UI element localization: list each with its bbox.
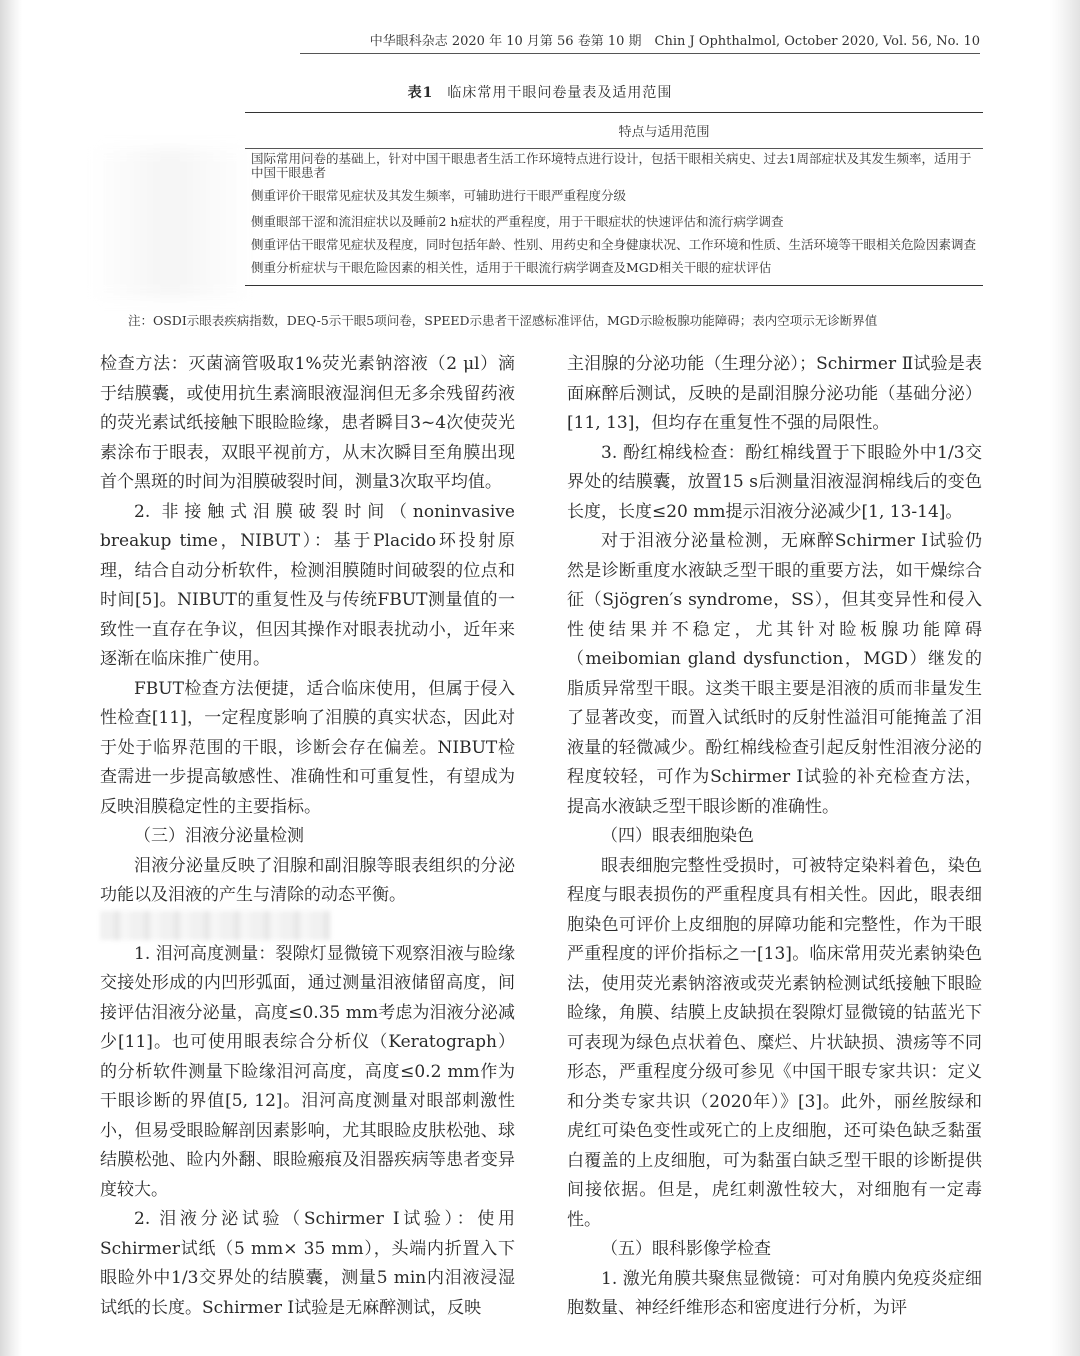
table-row: 国际常用问卷的基础上，针对中国干眼患者生活工作环境特点进行设计，包括干眼相关病史、过去1周部症状及其发生频率，适用于中国干眼患者: [251, 151, 972, 180]
table-caption: [0, 82, 1080, 102]
paragraph: 3. 酚红棉线检查：酚红棉线置于下眼睑外中1/3交界处的结膜囊，放置15 s后测量泪液湿润棉线后的变色长度，长度≤20 mm提示泪液分泌减少[1, 13-14]。: [567, 442, 982, 522]
paragraph: 检查方法：灭菌滴管吸取1%荧光素钠溶液（2 μl）滴于结膜囊，或使用抗生素滴眼液湿润但无多余残留药液的荧光素试纸接触下眼睑睑缘，患者瞬目3~4次使荧光素涂布于眼表，双眼平视前方，从末次瞬目至角膜出现首个黑斑的时间为泪膜破裂时间，测量3次取平均值。: [100, 354, 515, 492]
page-edge-left: [0, 0, 22, 1356]
table-note: 注：OSDI示眼表疾病指数，DEQ-5示干眼5项问卷，SPEED示患者干涩感标准评估，MGD示睑板腺功能障碍；表内空项示无诊断界值: [128, 313, 878, 328]
body-column-left: [100, 350, 515, 1323]
table-bottom-rule: [245, 285, 983, 286]
paragraph: 主泪腺的分泌功能（生理分泌）；Schirmer Ⅱ试验是表面麻醉后测试，反映的是副泪腺分泌功能（基础分泌）[11, 13]，但均存在重复性不强的局限性。: [567, 354, 982, 433]
paragraph: 1. 泪河高度测量：裂隙灯显微镜下观察泪液与睑缘交接处形成的内凹形弧面，通过测量泪液储留高度，间接评估泪液分泌量，高度≤0.35 mm考虑为泪液分泌减少[11]。也可使用眼表综合分析仪（Keratograph）的分析软件测量下睑缘泪河高度，高度≤0.2 mm作为干眼诊断的界值[5, 12]。泪河高度测量对眼部刺激性小，但易受眼睑解剖因素影响，尤其眼睑皮肤松弛、球结膜松弛、睑内外翻、眼睑瘢痕及泪器疾病等患者变异度较大。: [100, 943, 515, 1200]
table-row: 侧重评估干眼常见症状及程度，同时包括年龄、性别、用药史和全身健康状况、工作环境和性质、生活环境等干眼相关危险因素调查: [251, 237, 977, 252]
paragraph: 2. 泪液分泌试验（Schirmer Ⅰ试验）：使用Schirmer试纸（5 mm× 35 mm），头端内折置入下眼睑外中1/3交界处的结膜囊，测量5 min内泪液浸湿试纸的长度。Schirmer Ⅰ试验是无麻醉测试，反映: [100, 1209, 515, 1318]
body-column-right: [567, 350, 982, 1324]
paragraph: 眼表细胞完整性受损时，可被特定染料着色，染色程度与眼表损伤的严重程度具有相关性。因此，眼表细胞染色可评价上皮细胞的屏障功能和完整性，作为干眼严重程度的评价指标之一[13]。临床常用荧光素钠染色法，使用荧光素钠溶液或荧光素钠检测试纸接触下眼睑睑缘，角膜、结膜上皮缺损在裂隙灯显微镜的钴蓝光下可表现为绿色点状着色、糜烂、片状缺损、溃疡等不同形态，严重程度分级可参见《中国干眼专家共识：定义和分类专家共识（2020年）》[3]。此外，丽丝胺绿和虎红可染色变性或死亡的上皮细胞，还可染色缺乏黏蛋白覆盖的上皮细胞，可为黏蛋白缺乏型干眼的诊断提供间接依据。但是，虎红刺激性较大，对细胞有一定毒性。: [567, 855, 982, 1230]
blurred-table-stub: [90, 148, 250, 298]
questionnaire-table: [245, 112, 983, 286]
table-caption-title: 临床常用干眼问卷量表及适用范围: [447, 85, 673, 101]
table-caption-label: 表1: [407, 85, 434, 101]
table-row: 侧重眼部干涩和流泪症状以及睡前2 h症状的严重程度，用于干眼症状的快速评估和流行病学调查: [251, 214, 784, 229]
page-edge-right: [1050, 0, 1080, 1356]
section-heading: （三）泪液分泌量检测: [134, 826, 304, 846]
table-row: 侧重评价干眼常见症状及其发生频率，可辅助进行干眼严重程度分级: [251, 188, 627, 203]
paragraph: 对于泪液分泌量检测，无麻醉Schirmer Ⅰ试验仍然是诊断重度水液缺乏型干眼的重要方法，如干燥综合征（Sjögren′s syndrome，SS），但其变异性和侵入性使结果并不稳定，尤其针对睑板腺功能障碍（meibomian gland dysfunction，MGD）继发的脂质异常型干眼。这类干眼主要是泪液的质而非量发生了显著改变，而置入试纸时的反射性溢泪可能掩盖了泪液量的轻微减少。酚红棉线检查引起反射性泪液分泌的程度较轻，可作为Schirmer Ⅰ试验的补充检查方法，提高水液缺乏型干眼诊断的准确性。: [567, 531, 982, 817]
paragraph: 1. 激光角膜共聚焦显微镜：可对角膜内免疫炎症细胞数量、神经纤维形态和密度进行分析，为评: [567, 1268, 982, 1318]
paragraph: FBUT检查方法便捷，适合临床使用，但属于侵入性检查[11]，一定程度影响了泪膜的真实状态，因此对于处于临界范围的干眼，诊断会存在偏差。NIBUT检查需进一步提高敏感性、准确性和可重复性，有望成为反映泪膜稳定性的主要指标。: [100, 678, 515, 817]
running-head: 中华眼科杂志 2020 年 10 月第 56 卷第 10 期 Chin J Ophthalmol, October 2020, Vol. 56, No. 10: [300, 30, 980, 54]
paragraph: 泪液分泌量反映了泪腺和副泪腺等眼表组织的分泌功能以及泪液的产生与清除的动态平衡。: [100, 855, 515, 905]
paragraph: 2. 非接触式泪膜破裂时间（noninvasive breakup time，NIBUT）：基于Placido环投射原理，结合自动分析软件，检测泪膜随时间破裂的位点和时间[5]。NIBUT的重复性及与传统FBUT测量值的一致性一直存在争议，但因其操作对眼表扰动小，近年来逐渐在临床推广使用。: [100, 501, 515, 669]
table-header: 特点与适用范围: [245, 113, 983, 149]
section-heading: （四）眼表细胞染色: [601, 826, 754, 846]
table-row: 侧重分析症状与干眼危险因素的相关性，适用于干眼流行病学调查及MGD相关干眼的症状评估: [251, 260, 772, 275]
blurred-heading: [100, 911, 330, 940]
section-heading: （五）眼科影像学检查: [601, 1239, 771, 1259]
